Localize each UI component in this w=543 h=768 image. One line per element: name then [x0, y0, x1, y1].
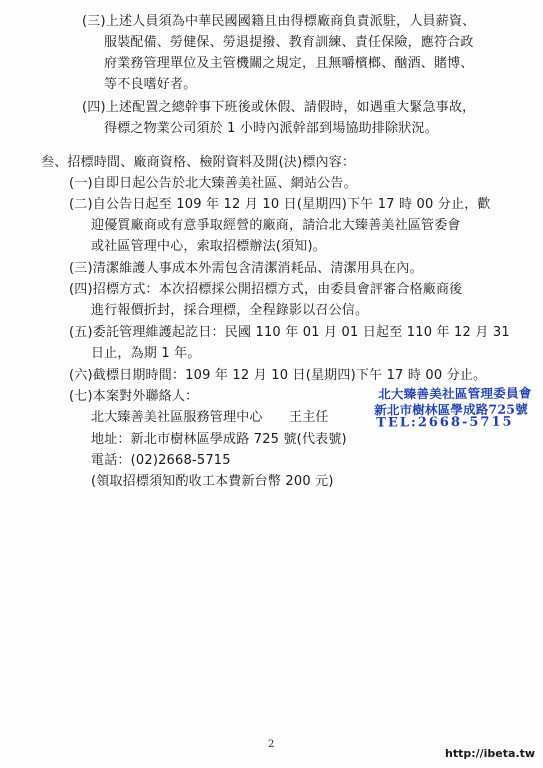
- text-line: 得標之物業公司須於 1 小時內派幹部到場協助排除狀況。: [104, 121, 438, 136]
- text-line: (五)委託管理維護起訖日：民國 110 年 01 月 01 日起至 110 年 12 月 31: [69, 325, 510, 340]
- contact-address: 地址：新北市樹林區學成路 725 號(代表號): [91, 432, 347, 447]
- text-line: 服裝配備、勞健保、勞退提撥、教育訓練、責任保險，應符合政: [104, 35, 474, 50]
- text-line: (一)自即日起公告於北大臻善美社區、網站公告。: [69, 176, 357, 191]
- section-heading: 叁、招標時間、廠商資格、檢附資料及開(決)標內容：: [41, 155, 356, 170]
- text-line: (二)自公告日起至 109 年 12 月 10 日(星期四)下午 17 時 00 分止，歡: [69, 197, 491, 212]
- text-line: 等不良嗜好者。: [104, 77, 197, 92]
- text-line: (三)清潔維護人事成本外需包含清潔消耗品、清潔用具在內。: [69, 261, 423, 276]
- stamp-line-address: 新北市樹林區學成路725號: [374, 401, 528, 418]
- text-line: 進行報價折封，採合理標，全程錄影以召公信。: [91, 303, 369, 318]
- text-line: 或社區管理中心，索取招標辦法(須知)。: [91, 239, 326, 254]
- contact-phone: 電話：(02)2668-5715: [91, 453, 231, 468]
- text-line: (三)上述人員須為中華民國國籍且由得標廠商負責派駐，人員薪資、: [82, 14, 476, 29]
- text-line: (四)上述配置之總幹事下班後或休假、請假時，如遇重大緊急事故，: [82, 100, 476, 115]
- watermark: http://ibeta.tw: [445, 747, 536, 760]
- text-line: 日止，為期 1 年。: [91, 346, 201, 361]
- text-line: 府業務管理單位及主管機關之規定，且無嚼檳榔、酗酒、賭博、: [104, 56, 474, 71]
- text-line: (六)截標日期時間：109 年 12 月 10 日(星期四)下午 17 時 00 分止。: [69, 368, 487, 383]
- contact-name: 北大臻善美社區服務管理中心 王主任: [91, 410, 329, 425]
- committee-stamp: [372, 383, 537, 431]
- fee-note: (領取招標須知酌收工本費新台幣 200 元): [91, 474, 334, 489]
- page-number: 2: [268, 739, 275, 750]
- text-line: (四)招標方式：本次招標採公開招標方式，由委員會評審合格廠商後: [69, 282, 463, 297]
- stamp-line-phone: TEL:2668-5715: [376, 414, 514, 431]
- text-line: (七)本案對外聯絡人：: [69, 389, 199, 404]
- text-line: 迎優質廠商或有意爭取經營的廠商，請洽北大臻善美社區管委會: [91, 218, 461, 233]
- stamp-line-name: 北大臻善美社區管理委員會: [378, 385, 532, 402]
